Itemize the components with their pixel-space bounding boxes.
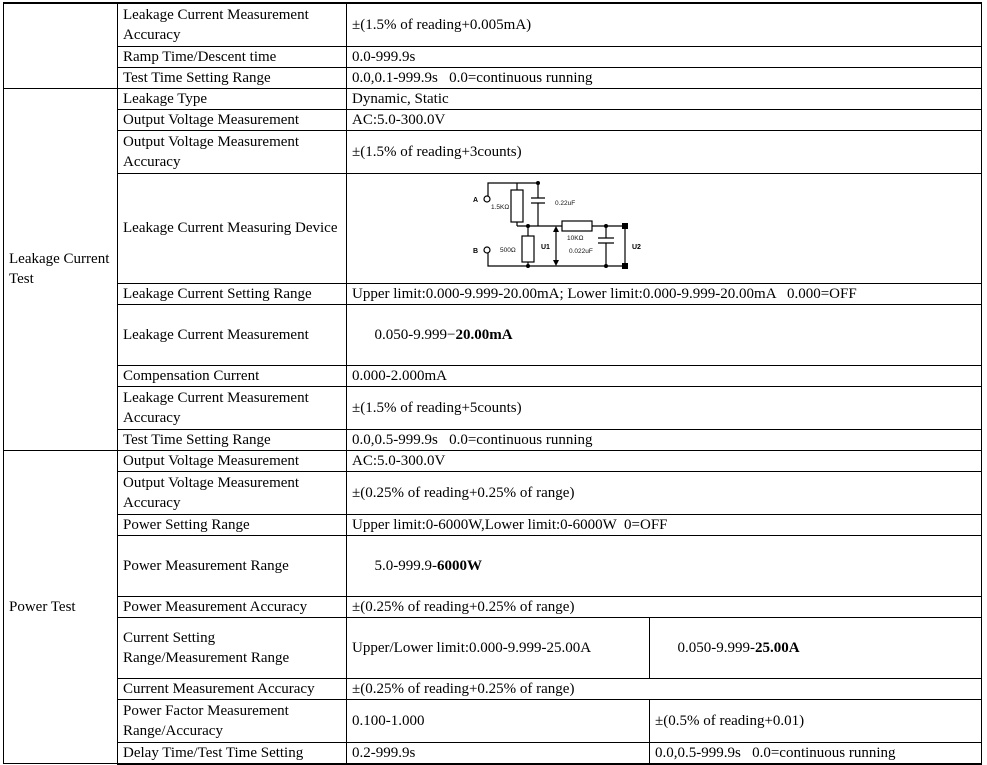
param-label: Power Setting Range [118,514,347,535]
value-cell-left: Upper/Lower limit:0.000-9.999-25.00A [347,617,650,678]
value-cell: Upper limit:0.000-9.999-20.00mA; Lower limit:0.000-9.999-20.00mA 0.000=OFF [347,283,982,304]
resistor-2-label: 500Ω [500,247,516,254]
param-label: Output Voltage Measurement [118,109,347,130]
param-label: Test Time Setting Range [118,67,347,88]
capacitor-1-label: 0.22uF [555,200,576,207]
resistor-1-label: 1.5KΩ [491,204,510,211]
value-cell: ±(1.5% of reading+0.005mA) [347,3,982,46]
param-label: Power Measurement Accuracy [118,596,347,617]
value-cell-left: 0.100-1.000 [347,699,650,742]
param-label: Power Factor Measurement Range/Accuracy [118,699,347,742]
voltage-2-label: U2 [632,244,641,251]
value-cell: ±(0.25% of reading+0.25% of range) [347,471,982,514]
param-label: Compensation Current [118,365,347,386]
value-cell [347,304,982,365]
value-cell: ±(0.25% of reading+0.25% of range) [347,596,982,617]
param-label: Current Setting Range/Measurement Range [118,617,347,678]
param-label: Leakage Current Measuring Device [118,173,347,283]
param-label: Delay Time/Test Time Setting [118,742,347,764]
terminal-b-node [484,247,490,253]
param-label: Power Measurement Range [118,535,347,596]
value-cell [347,535,982,596]
leakage-measuring-device-schematic [465,174,681,282]
spec-table [3,2,982,765]
param-label: Leakage Current Measurement Accuracy [118,386,347,429]
param-label: Current Measurement Accuracy [118,678,347,699]
terminal-a-node [484,196,490,202]
capacitor-2-label: 0.022uF [569,248,593,255]
value-cell: Dynamic, Static [347,88,982,109]
value-text-bold: 25.00A [755,639,800,656]
param-label: Leakage Type [118,88,347,109]
u1-arrow-up [553,226,559,232]
param-label: Output Voltage Measurement [118,450,347,471]
value-cell: Upper limit:0-6000W,Lower limit:0-6000W 0=OFF [347,514,982,535]
resistor-3-label: 10KΩ [567,235,584,242]
param-label: Leakage Current Measurement Accuracy [118,3,347,46]
terminal-b-label: B [473,248,479,255]
param-label: Test Time Setting Range [118,429,347,450]
value-cell: AC:5.0-300.0V [347,450,982,471]
resistor-3-body [562,221,592,231]
value-cell-right: ±(0.5% of reading+0.01) [650,699,982,742]
param-label: Ramp Time/Descent time [118,46,347,67]
value-cell: 0.0-999.9s [347,46,982,67]
category-cell-power-test: Power Test [4,450,118,764]
resistor-1-body [511,190,523,222]
value-cell: ±(1.5% of reading+5counts) [347,386,982,429]
param-label: Leakage Current Measurement [118,304,347,365]
category-cell-continued [4,3,118,88]
value-text: 0.050-9.999- [677,639,755,656]
terminal-a-label: A [473,197,479,204]
value-cell: 0.0,0.5-999.9s 0.0=continuous running [347,429,982,450]
value-cell: AC:5.0-300.0V [347,109,982,130]
u1-arrow-down [553,260,559,266]
param-label: Output Voltage Measurement Accuracy [118,471,347,514]
value-cell-left: 0.2-999.9s [347,742,650,764]
voltage-1-label: U1 [541,244,550,251]
value-text: 5.0-999.9- [374,557,437,574]
value-text: 0.050-9.999− [374,326,456,343]
value-cell-right [650,617,982,678]
u2-top-node [622,223,628,229]
resistor-2-body [522,236,534,262]
value-cell: 0.000-2.000mA [347,365,982,386]
value-cell-diagram [347,173,982,283]
value-text-bold: 6000W [437,557,482,574]
param-label: Leakage Current Setting Range [118,283,347,304]
value-cell: ±(0.25% of reading+0.25% of range) [347,678,982,699]
value-cell: 0.0,0.1-999.9s 0.0=continuous running [347,67,982,88]
u2-bottom-node [622,263,628,269]
value-cell: ±(1.5% of reading+3counts) [347,130,982,173]
category-cell-leakage-current-test: Leakage Current Test [4,88,118,450]
value-cell-right: 0.0,0.5-999.9s 0.0=continuous running [650,742,982,764]
value-text-bold: 20.00mA [455,326,513,343]
param-label: Output Voltage Measurement Accuracy [118,130,347,173]
